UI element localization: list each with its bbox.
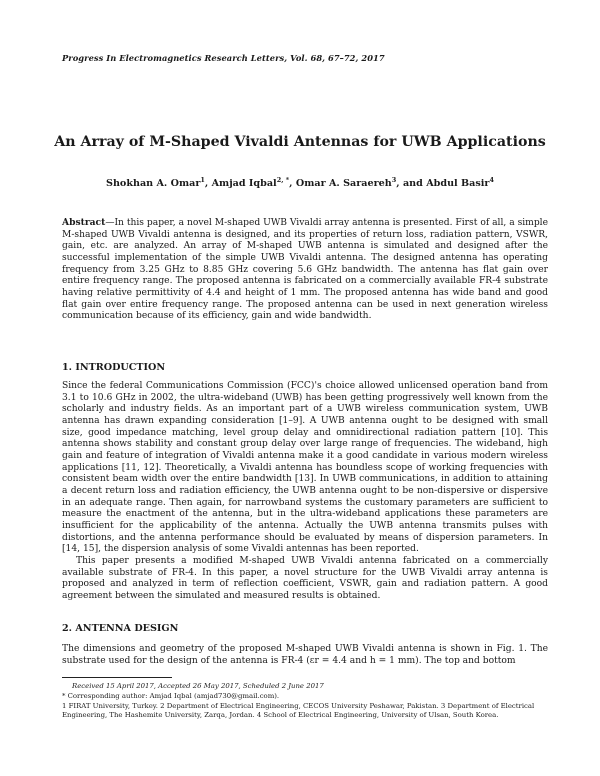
paragraph: The dimensions and geometry of the proposed M-shaped UWB Vivaldi antenna is shown in Fig. 1. The substrate used for the design of the antenna is FR-4 (εr = 4.4 and h = 1 mm). The top and bottom (62, 644, 548, 666)
section-heading-antenna-design: 2. ANTENNA DESIGN (62, 623, 179, 634)
journal-header: Progress In Electromagnetics Research Letters, Vol. 68, 67–72, 2017 (62, 53, 385, 63)
paragraph: Since the federal Communications Commission (FCC)'s choice allowed unlicensed operation band from 3.1 to 10.6 GHz in 2002, the ultra-wideband (UWB) has been getting progressively well known from the scholarly and industry fields. As an important part of a UWB wireless communication system, UWB antenna has drawn expanding consideration [1–9]. A UWB antenna ought to be designed with small size, good impedance matching, level group delay and omnidirectional radiation pattern [10]. This antenna shows stability and constant group delay over large range of frequencies. The wideband, high gain and feature of integration of Vivaldi antenna make it a good candidate in various modern wireless applications [11, 12]. Theoretically, a Vivaldi antenna has boundless scope of working frequencies with consistent beam width over the entire bandwidth [13]. In UWB communications, in addition to attaining a decent return loss and radiation efficiency, the UWB antenna ought to be non-dispersive or dispersive in an adequate range. Then again, for narrowband systems the customary parameters are sufficient to measure the enactment of the antenna, but in the ultra-wideband applications these parameters are insufficient for the applicability of the antenna. Actually the UWB antenna transmits pulses with distortions, and the antenna performance should be evaluated by means of dispersion parameters. In [14, 15], the dispersion analysis of some Vivaldi antennas has been reported. (62, 381, 548, 555)
abstract-label: Abstract (62, 217, 106, 228)
author-affiliation: 3 (391, 176, 397, 184)
footnotes (62, 682, 548, 721)
author-affiliation: 4 (489, 176, 494, 184)
affiliations: 1 FIRAT University, Turkey. 2 Department of Electrical Engineering, CECOS University Peshawar, Pakistan. 3 Department of Electrical Engineering, The Hashemite University, Zarqa, Jordan. 4 School of Electrical Engineering, University of Ulsan, South Korea. (62, 701, 535, 720)
footnote-divider (62, 677, 172, 678)
author-name: Amjad Iqbal (211, 178, 277, 190)
author-name: Omar A. Saraereh (295, 178, 392, 190)
author-name: Shokhan A. Omar (106, 178, 201, 190)
antenna-design-body (62, 644, 548, 667)
author-affiliation: 2, * (276, 176, 290, 184)
abstract (62, 217, 548, 323)
author-name: Abdul Basir (426, 178, 490, 190)
paper-title: An Array of M-Shaped Vivaldi Antennas for UWB Applications (54, 134, 546, 150)
author-affiliation: 1 (200, 176, 205, 184)
section-heading-introduction: 1. INTRODUCTION (62, 362, 166, 373)
abstract-text: —In this paper, a novel M-shaped UWB Vivaldi array antenna is presented. First of all, a simple M-shaped UWB Vivaldi antenna is designed, and its properties of return loss, radiation pattern, VSWR, gain, etc. are analyzed. An array of M-shaped UWB antenna is simulated and designed after the successful implementation of the simple UWB Vivaldi antenna. The designed antenna has operating frequency from 3.25 GHz to 8.85 GHz covering 5.6 GHz bandwidth. The antenna has flat gain over entire frequency range. The proposed antenna is fabricated on a commercially available FR-4 substrate having relative permittivity of 4.4 and height of 1 mm. The proposed antenna has wide band and good flat gain over entire frequency range. The proposed antenna can be used in next generation wireless communication because of its efficiency, gain and wide bandwidth. (62, 218, 548, 322)
author-list: Shokhan A. Omar$^1$, Amjad Iqbal$^{2, *}$, Omar A. Saraereh$^3$, and Abdul Basir$^4$ (106, 176, 494, 190)
corresponding-author: * Corresponding author: Amjad Iqbal (amjad730@gmail.com). (62, 691, 280, 700)
paragraph: This paper presents a modified M-shaped UWB Vivaldi antenna fabricated on a commercially available substrate of FR-4. In this paper, a novel structure for the UWB Vivaldi array antenna is proposed and analyzed in term of reflection coefficient, VSWR, gain and radiation pattern. A good agreement between the simulated and measured results is obtained. (62, 555, 548, 601)
received-dates: Received 15 April 2017, Accepted 26 May 2017, Scheduled 2 June 2017 (72, 682, 324, 690)
introduction-body (62, 381, 548, 602)
